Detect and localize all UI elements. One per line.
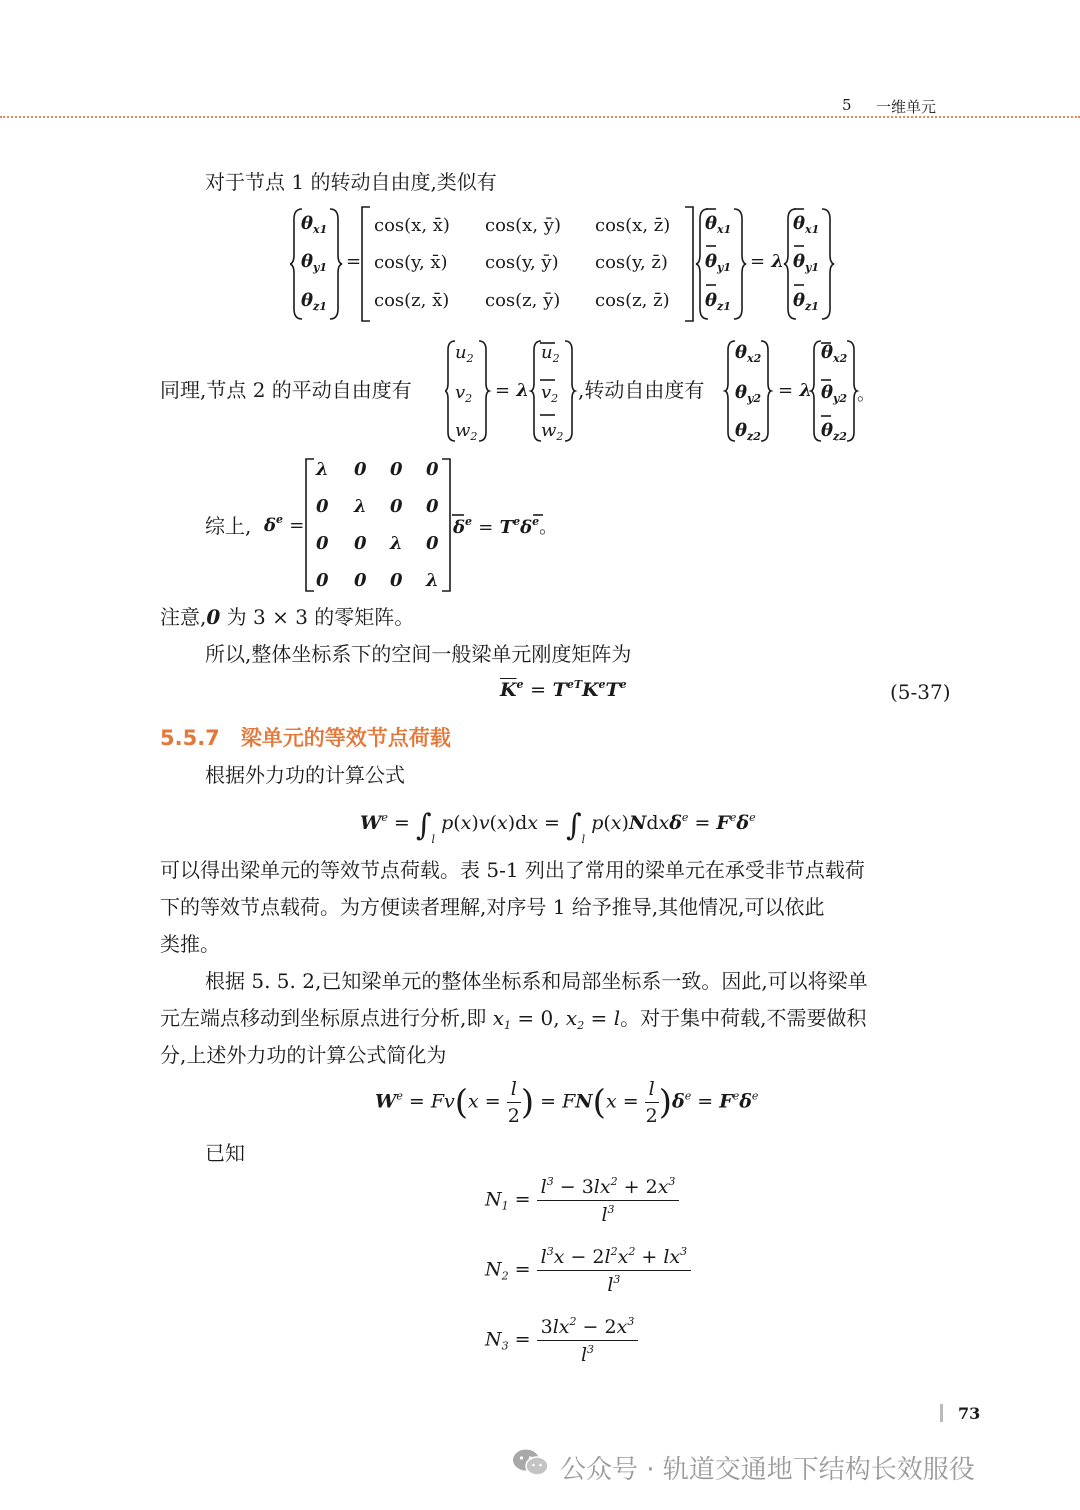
cos-cell: cos(z, ȳ) (485, 290, 561, 311)
equation-N2: $N_2$ = $\frac{l^3x - 2l^2x^2 + lx^3}{l^3}$ (485, 1245, 691, 1296)
paragraph-known: 已知 (205, 1141, 245, 1165)
paragraph-equivalent-line1: 可以得出梁单元的等效节点荷载。表 5-1 列出了常用的梁单元在承受非节点载荷 (160, 858, 865, 882)
paragraph-rotation-intro: 对于节点 1 的转动自由度,类似有 (205, 170, 497, 194)
chapter-title: 一维单元 (876, 98, 937, 116)
equation-block-matrix: $\delta^e$ = λ 0 0 0 0 λ 0 0 0 0 λ 0 0 0 0 λ $\delta^e = T^e\delta^e$。 (258, 455, 578, 595)
equation-N3: $N_3$ = $\frac{3lx^2 - 2x^3}{l^3}$ (485, 1315, 638, 1366)
cos-cell: cos(y, z̄) (595, 252, 668, 273)
paragraph-stiffness: 所以,整体坐标系下的空间一般梁单元刚度矩阵为 (205, 642, 632, 666)
paragraph-equivalent-line2: 下的等效节点载荷。为方便读者理解,对序号 1 给予推导,其他情况,可以依此 (160, 895, 825, 919)
cos-cell: cos(y, ȳ) (485, 252, 559, 273)
paragraph-derivation-line1: 根据 5. 5. 2,已知梁单元的整体坐标系和局部坐标系一致。因此,可以将梁单 (205, 969, 868, 993)
wechat-icon (512, 1448, 550, 1478)
equation-node2: $u_2$ $v_2$ $w_2$ = λ $u_2$ $v_2$ $w_2$ $\theta_{x2}$ $\theta_{y2}$ $\theta_{z2}$ = λ $\theta_{x2}$ $\theta_{y2}$ $\theta_{z2}$ 。 (445, 338, 865, 444)
watermark-text: 公众号 · 轨道交通地下结构长效服役 (560, 1455, 975, 1485)
section-heading: 5.5.7 梁单元的等效节点荷载 (160, 726, 451, 750)
cos-cell: cos(z, x̄) (374, 290, 450, 311)
paragraph-derivation-line3: 分,上述外力功的计算公式简化为 (160, 1043, 447, 1067)
page-number: 73 (958, 1404, 981, 1423)
paragraph-node2-rotation: ,转动自由度有 (578, 378, 705, 402)
cos-cell: cos(z, z̄) (595, 290, 670, 311)
equation-rotation: $\theta_{x1}$ $\theta_{y1}$ $\theta_{z1}$ = cos(x, x̄) cos(x, ȳ) cos(x, z̄) cos(y, x̄) cos(y, ȳ) cos(y, z̄) cos(z, x̄) cos(z, ȳ) cos(z, z̄) $\theta_{x1}$ $\theta_{y1}$ $\theta_{z1}$ = λ $\theta_{x1}$ $\theta_{y1}$ $\theta_{z1}$ (290, 205, 850, 323)
header-rule (0, 116, 1080, 118)
cos-cell: cos(x, x̄) (374, 215, 450, 236)
paragraph-node2-translation: 同理,节点 2 的平动自由度有 (160, 378, 412, 402)
equation-concentrated-load: $W^e = Fv(x$ = $\frac{l}{2}$ ) = FN(x = $\frac{l}{2}$ )$\delta^e = F^e\delta^e$ (375, 1078, 759, 1127)
cos-cell: cos(x, ȳ) (485, 215, 561, 236)
cos-cell: cos(y, x̄) (374, 252, 448, 273)
page-number-rule (940, 1404, 943, 1422)
paragraph-derivation-line2: 元左端点移动到坐标原点进行分析,即 $x_1 = 0$, $x_2 = l$。对于集中荷载,不需要做积 (160, 1006, 867, 1032)
paragraph-summary: 综上, (205, 514, 252, 538)
equation-work: $W^e = \int_l$ $p(x)v(x)dx = \int_l$ $p(x)Ndx\delta^e = F^e\delta^e$ (360, 808, 756, 846)
paragraph-equivalent-line3: 类推。 (160, 932, 220, 956)
paragraph-note: 注意,0 为 3 × 3 的零矩阵。 (160, 605, 415, 629)
equation-N1: $N_1$ = $\frac{l^3 - 3lx^2 + 2x^3}{l^3}$ (485, 1175, 679, 1226)
chapter-number: 5 (842, 96, 852, 114)
equation-5-37: $\overline{K}^e = T^{eT}K^eT^e$ (500, 678, 627, 701)
paragraph-work-formula: 根据外力功的计算公式 (205, 763, 405, 787)
equation-number: (5-37) (890, 680, 951, 704)
cos-cell: cos(x, z̄) (595, 215, 671, 236)
